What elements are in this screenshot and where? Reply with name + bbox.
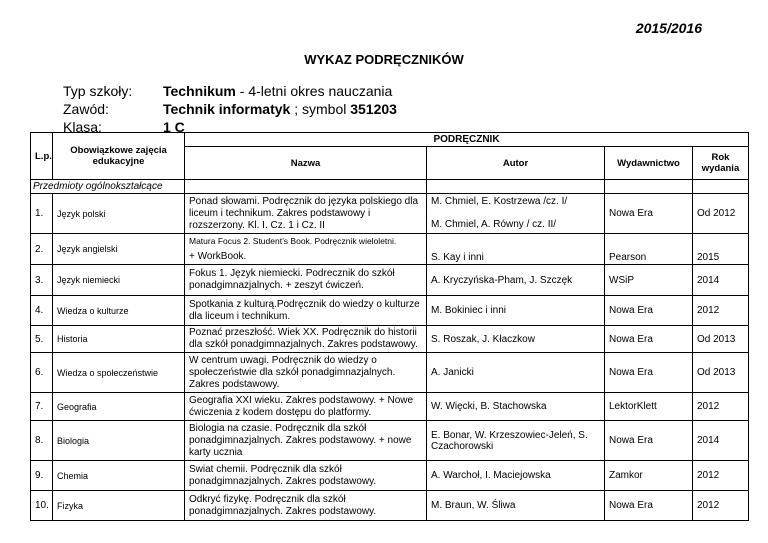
col-group-header: PODRĘCZNIK xyxy=(185,133,749,147)
table-row xyxy=(31,234,749,265)
row-subject: Wiedza o społeczeństwie xyxy=(53,353,185,393)
row-year: 2012 xyxy=(693,491,749,521)
row-author-part2: M. Chmiel, A. Równy / cz. II/ xyxy=(431,219,557,230)
row-name: Biologia na czasie. Podręcznik dla szkół ponadgimnazjalnych. Zakres podstawowy. + nowe karty ucznia xyxy=(185,421,427,461)
row-subject: Język angielski xyxy=(53,234,185,265)
row-name: W centrum uwagi. Podręcznik do wiedzy o społeczeństwie dla szkół ponadgimnazjalnych. Zakres podstawowy. xyxy=(185,353,427,393)
row-name xyxy=(185,234,427,265)
row-lp: 7. xyxy=(31,393,53,421)
row-publisher: Nowa Era xyxy=(605,194,693,234)
row-subject: Geografia xyxy=(53,393,185,421)
col-subject-header: Obowiązkowe zajęcia edukacyjne xyxy=(53,133,185,180)
row-subject: Historia xyxy=(53,326,185,353)
textbook-table xyxy=(30,132,749,521)
class-value: 1 C xyxy=(163,119,185,135)
class-info xyxy=(63,82,397,136)
row-subject: Język polski xyxy=(53,194,185,234)
school-year: 2015/2016 xyxy=(635,20,702,36)
row-author xyxy=(427,194,605,234)
row-lp: 4. xyxy=(31,296,53,326)
table-row xyxy=(31,265,749,296)
row-author: M. Braun, W. Śliwa xyxy=(427,491,605,521)
profession-value: Technik informatyk ; symbol 351203 xyxy=(163,101,397,117)
school-type-row xyxy=(63,82,397,100)
row-year: 2014 xyxy=(693,421,749,461)
row-subject: Chemia xyxy=(53,461,185,491)
profession-label: Zawód: xyxy=(63,101,109,117)
row-name: Spotkania z kulturą.Podręcznik do wiedzy o kulturze dla liceum i technikum. xyxy=(185,296,427,326)
row-year: 2014 xyxy=(693,265,749,296)
row-author: A. Kryczyńska-Pham, J. Szczęk xyxy=(427,265,605,296)
row-lp: 5. xyxy=(31,326,53,353)
row-publisher: Nowa Era xyxy=(605,491,693,521)
row-name: Geografia XXI wieku. Zakres podstawowy. + Nowe ćwiczenia z kodem dostępu do platformy. xyxy=(185,393,427,421)
row-subject: Wiedza o kulturze xyxy=(53,296,185,326)
row-lp: 10. xyxy=(31,491,53,521)
row-author: W. Więcki, B. Stachowska xyxy=(427,393,605,421)
row-publisher: LektorKlett xyxy=(605,393,693,421)
row-year: Od 2012 xyxy=(693,194,749,234)
row-name: Swiat chemii. Podręcznik dla szkół ponadgimnazjalnych. Zakres podstawowy. xyxy=(185,461,427,491)
row-year: 2012 xyxy=(693,393,749,421)
document-title: WYKAZ PODRĘCZNIKÓW xyxy=(304,52,464,67)
row-year: 2015 xyxy=(693,234,749,265)
col-name-header: Nazwa xyxy=(185,147,427,180)
row-author: M. Bokiniec i inni xyxy=(427,296,605,326)
row-lp: 9. xyxy=(31,461,53,491)
row-lp: 8. xyxy=(31,421,53,461)
row-publisher: Zamkor xyxy=(605,461,693,491)
profession-row xyxy=(63,100,397,118)
row-name: Ponad słowami. Podręcznik do języka polskiego dla liceum i technikum. Zakres podstawowy i rozszerzony. Kl. I. Cz. 1 i Cz. II xyxy=(185,194,427,234)
table-row xyxy=(31,194,749,234)
row-publisher: WSiP xyxy=(605,265,693,296)
row-lp: 6. xyxy=(31,353,53,393)
row-publisher: Nowa Era xyxy=(605,353,693,393)
row-year: 2012 xyxy=(693,461,749,491)
row-author-part1: M. Chmiel, E. Kostrzewa /cz. I/ xyxy=(431,196,568,207)
table-row xyxy=(31,326,749,353)
col-lp-header: L.p. xyxy=(31,133,53,180)
col-publisher-header: Wydawnictwo xyxy=(605,147,693,180)
row-subject: Fizyka xyxy=(53,491,185,521)
table-row xyxy=(31,421,749,461)
row-publisher: Nowa Era xyxy=(605,421,693,461)
col-author-header: Autor xyxy=(427,147,605,180)
table-row xyxy=(31,353,749,393)
table-row xyxy=(31,296,749,326)
row-name-part2: + WorkBook. xyxy=(189,251,247,262)
table-row xyxy=(31,393,749,421)
row-publisher: Nowa Era xyxy=(605,296,693,326)
row-name: Poznać przeszłość. Wiek XX. Podręcznik do historii dla szkół ponadgimnazjalnych. Zakres podstawowy. xyxy=(185,326,427,353)
table-row xyxy=(31,491,749,521)
row-name: Odkryć fizykę. Podręcznik dla szkół ponadgimnazjalnych. Zakres podstawowy. xyxy=(185,491,427,521)
row-author: S. Roszak, J. Kłaczkow xyxy=(427,326,605,353)
row-author: A. Janicki xyxy=(427,353,605,393)
row-author: S. Kay i inni xyxy=(427,234,605,265)
class-label: Klasa: xyxy=(63,119,102,135)
row-year: 2012 xyxy=(693,296,749,326)
row-publisher: Pearson xyxy=(605,234,693,265)
school-type-label: Typ szkoły: xyxy=(63,83,133,99)
row-author: A. Warchoł, I. Maciejowska xyxy=(427,461,605,491)
table-row xyxy=(31,461,749,491)
row-lp: 3. xyxy=(31,265,53,296)
row-publisher: Nowa Era xyxy=(605,326,693,353)
row-name: Fokus 1. Język niemiecki. Podrecznik do szkół ponadgimnazjalnych. + zeszyt ćwiczeń. xyxy=(185,265,427,296)
row-year: Od 2013 xyxy=(693,326,749,353)
row-author: E. Bonar, W. Krzeszowiec-Jeleń, S. Czachorowski xyxy=(427,421,605,461)
row-subject: Język niemiecki xyxy=(53,265,185,296)
section-label: Przedmioty ogólnokształcące xyxy=(31,180,185,194)
school-type-value: Technikum - 4-letni okres nauczania xyxy=(163,83,393,99)
row-lp: 2. xyxy=(31,234,53,265)
row-lp: 1. xyxy=(31,194,53,234)
row-subject: Biologia xyxy=(53,421,185,461)
col-year-header: Rok wydania xyxy=(693,147,749,180)
row-name-part1: Matura Focus 2. Student’s Book. Podręcznik wieloletni. xyxy=(189,236,397,246)
row-year: Od 2013 xyxy=(693,353,749,393)
